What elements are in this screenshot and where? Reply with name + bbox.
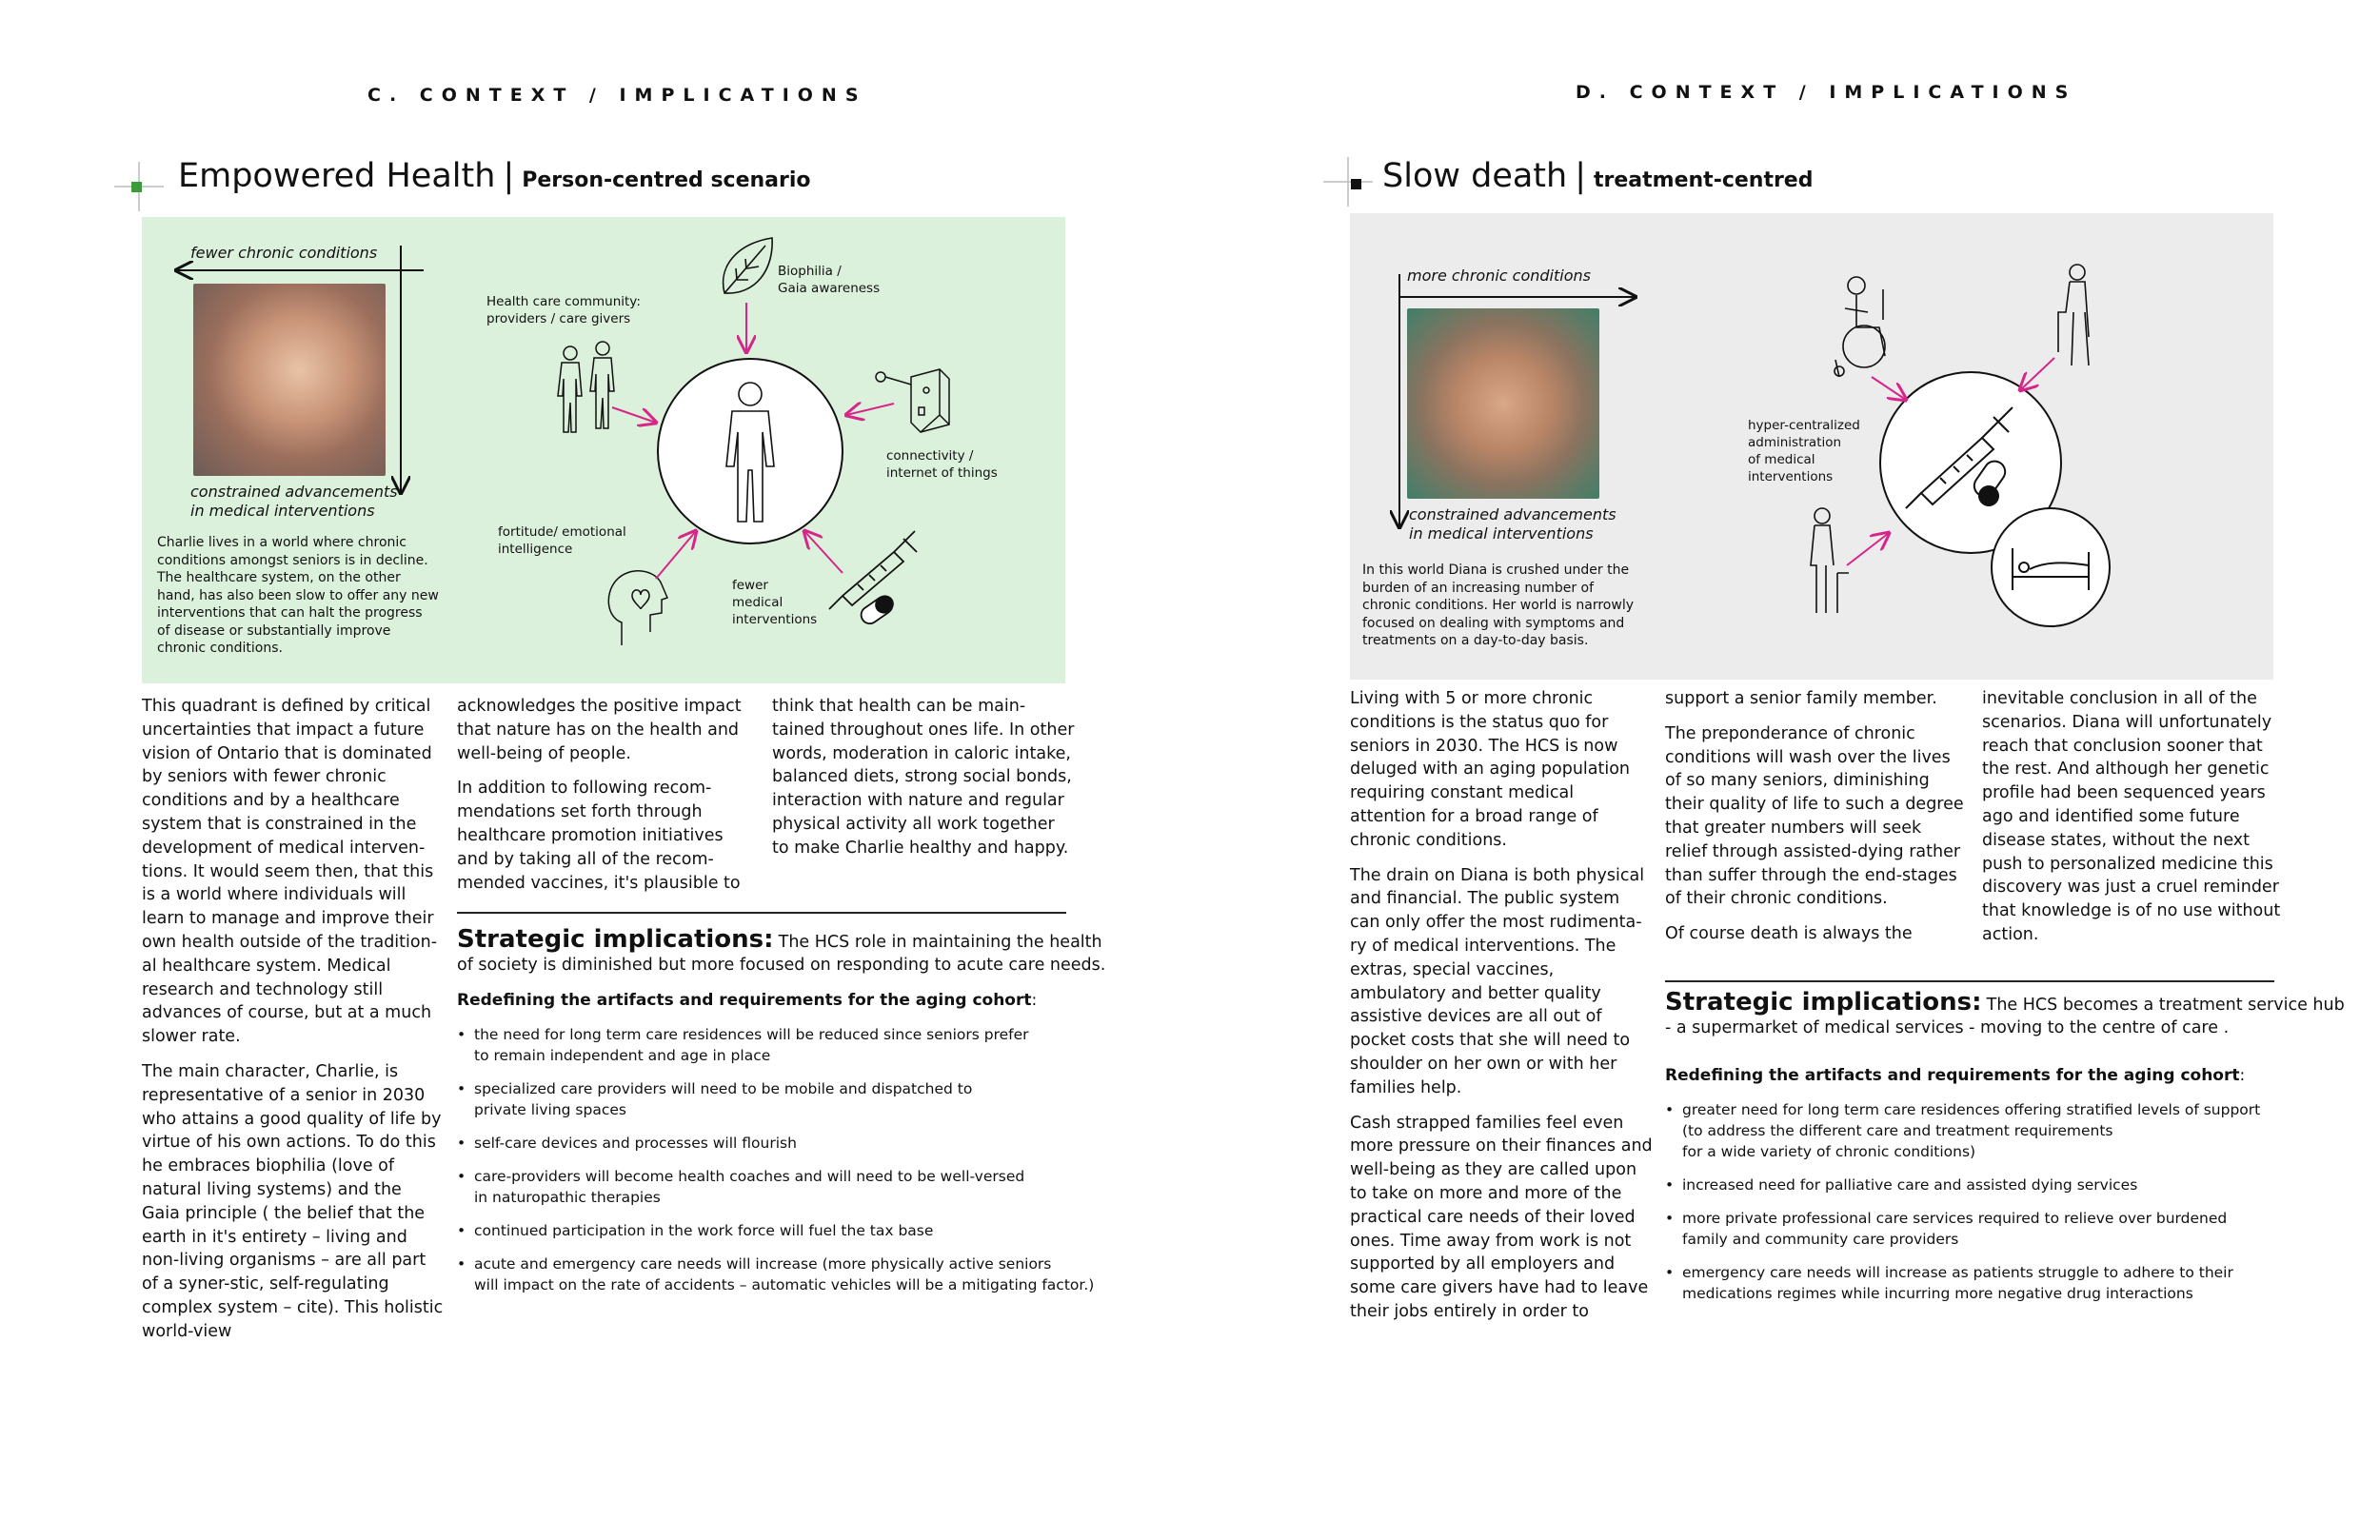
right-section-label: D. CONTEXT / IMPLICATIONS: [1576, 82, 2077, 103]
right-caption-line: focused on dealing with symptoms and: [1362, 615, 1625, 631]
right-title-marker: [1321, 155, 1375, 208]
left-caption-line: The healthcare system, on the other: [157, 570, 401, 585]
list-item: • self-care devices and processes will flourish: [457, 1133, 1104, 1154]
right-caption: [1362, 562, 1667, 650]
paragraph: The main character, Charlie, is representative of a senior in 2030 who attains a good quality of life by virtue of his own actions. To do this he embraces biophilia (love of natural living systems) and the Gaia principle ( the belief that the earth in it's entirety – living and non-living organisms – are all part of a syner-stic, self-regulating complex system – cite). This holistic world-view: [142, 1061, 444, 1341]
caregivers-icon: [558, 342, 614, 432]
right-body-column-2: [1665, 687, 1968, 958]
pill-icon: [858, 592, 897, 627]
right-scenario-panel: [1350, 213, 2273, 680]
left-scenario-panel: [142, 217, 1065, 683]
right-strategic-implications: [1665, 988, 2350, 1037]
left-axis-bottom-label-1: constrained advancements: [190, 483, 398, 501]
right-title-sep: |: [1575, 157, 1587, 195]
right-caption-line: chronic conditions. Her world is narrowly: [1362, 598, 1634, 613]
strategic-heading: Strategic implications:: [1665, 988, 1982, 1017]
right-portrait-photo: [1407, 308, 1599, 499]
right-page-title: [1382, 157, 1813, 195]
head-heart-icon: [608, 571, 667, 645]
left-title-marker: [112, 160, 166, 213]
list-item: • the need for long term care residences will be reduced since seniors prefer to remain independent and age in place: [457, 1024, 1104, 1066]
paragraph: support a senior family member.: [1665, 689, 1937, 708]
fortitude-label: fortitude/ emotional intelligence: [498, 524, 626, 557]
fewer-interventions-label: fewer medical interventions: [732, 578, 818, 627]
paragraph: Cash strapped families feel even more pressure on their finances and well-being as they are called upon to take on more and more of the practical care needs of their loved ones. Time away from work is not supported by all employers and some care givers have had to leave their jobs entirely in order to: [1350, 1113, 1653, 1321]
left-axis-bottom-label-2: in medical interventions: [190, 502, 375, 520]
connectivity-label: connectivity / internet of things: [886, 448, 998, 481]
right-subtitle: treatment-centred: [1594, 168, 1814, 192]
leaf-icon: [724, 238, 773, 293]
person-circle: [658, 359, 843, 543]
paragraph: Of course death is always the: [1665, 924, 1913, 944]
strategic-heading: Strategic implications:: [457, 925, 774, 954]
right-axis-bottom-label-1: constrained advancements: [1409, 505, 1616, 523]
left-caption-line: of disease or substantially improve: [157, 622, 391, 639]
right-caption-line: treatments on a day-to-day basis.: [1362, 633, 1589, 648]
syringe-icon: [829, 531, 917, 609]
left-title-sep: |: [503, 157, 515, 195]
left-axis-top-label: fewer chronic conditions: [190, 244, 378, 262]
right-axis-bottom-label-2: in medical interventions: [1409, 524, 1594, 543]
walker-person-icon: [1811, 508, 1849, 613]
right-caption-line: In this world Diana is crushed under the: [1362, 563, 1630, 578]
crosshair-icon: [1321, 155, 1375, 208]
strategic-text: The HCS role in maintaining the health: [778, 933, 1102, 952]
strategic-text: of society is diminished but more focused on responding to acute care needs.: [457, 956, 1106, 975]
left-body-column-1: [142, 695, 445, 1355]
left-caption-line: Charlie lives in a world where chronic: [157, 535, 407, 550]
paragraph: This quadrant is defined by critical uncertainties that impact a future vision of Ontario that is dominated by seniors with fewer chronic conditions and by a healthcare system that is constrained in the development of medical interven-tions. It would seem then, that this is a world where individuals will learn to manage and improve their own health outside of the tradition-al healthcare system. Medical research and technology still advances of course, but at a much slower rate.: [142, 697, 438, 1047]
left-page-title: [178, 157, 811, 195]
left-caption-line: conditions amongst seniors is in decline.: [157, 552, 428, 568]
paragraph: The drain on Diana is both physical and financial. The public system can only offer the most rudimenta-ry of medical interventions. The extras, special vaccines, ambulatory and better quality assistive devices are all out of pocket costs that she will need to shoulder on her own or with her families help.: [1350, 865, 1645, 1097]
crosshair-icon: [112, 160, 166, 213]
strategic-text: - a supermarket of medical services - moving to the centre of care .: [1665, 1018, 2230, 1037]
list-item: • specialized care providers will need to be mobile and dispatched to private living spaces: [457, 1078, 1104, 1120]
right-caption-line: burden of an increasing number of: [1362, 580, 1595, 596]
left-bullet-list: [457, 1024, 1104, 1308]
list-item: • more private professional care services required to relieve over burdened family and community care providers: [1665, 1208, 2331, 1250]
list-item: • greater need for long term care residences offering stratified levels of support (to address the different care and treatment requirements for a wide variety of chronic conditions): [1665, 1099, 2331, 1162]
left-caption-line: chronic conditions.: [157, 641, 283, 656]
list-item: • continued participation in the work force will fuel the tax base: [457, 1220, 1104, 1241]
left-portrait-photo: [193, 284, 386, 476]
left-body-column-3: [772, 695, 1075, 872]
connectivity-icon: [876, 369, 949, 432]
right-bullet-list: [1665, 1099, 2331, 1316]
strategic-text: The HCS becomes a treatment service hub: [1986, 996, 2345, 1015]
paragraph: think that health can be main-tained throughout ones life. In other words, moderation in caloric intake, balanced diets, strong social bonds, interaction with nature and regular physical activity all work together to make Charlie healthy and happy.: [772, 697, 1075, 858]
right-divider: [1665, 980, 2274, 982]
left-divider: [457, 912, 1066, 914]
left-title-text: Empowered Health: [178, 157, 496, 195]
left-strategic-implications: [457, 925, 1123, 975]
left-section-label: C. CONTEXT / IMPLICATIONS: [367, 85, 867, 106]
paragraph: inevitable conclusion in all of the scenarios. Diana will unfortunately reach that conclusion sooner that the rest. And although her genetic profile had been sequenced years ago and identified some future disease states, without the next push to personalized medicine this discovery was just a cruel reminder that knowledge is of no use without action.: [1982, 689, 2281, 944]
right-redefine-heading: Redefining the artifacts and requirements for the aging cohort:: [1665, 1066, 2246, 1085]
left-caption-line: hand, has also been slow to offer any new: [157, 587, 439, 603]
hyper-centralized-label: hyper-centralized administration of medical interventions: [1748, 418, 1860, 484]
left-caption: [157, 534, 443, 658]
left-subtitle: Person-centred scenario: [522, 168, 811, 192]
list-item: • care-providers will become health coaches and will need to be well-versed in naturopathic therapies: [457, 1166, 1104, 1208]
right-title-text: Slow death: [1382, 157, 1568, 195]
bed-circle: [1992, 508, 2110, 626]
left-caption-line: interventions that can halt the progress: [157, 605, 423, 621]
paragraph: Living with 5 or more chronic conditions is the status quo for seniors in 2030. The HCS is now deluged with an aging population requiring constant medical attention for a broad range of chronic conditions.: [1350, 689, 1631, 850]
cane-person-icon: [2058, 265, 2089, 365]
paragraph: acknowledges the positive impact that nature has on the health and well-being of people.: [457, 697, 742, 763]
right-body-column-3: [1982, 687, 2285, 958]
biophilia-label: Biophilia / Gaia awareness: [778, 264, 881, 296]
list-item: • emergency care needs will increase as patients struggle to adhere to their medications regimes while incurring more negative drug interactions: [1665, 1262, 2331, 1304]
paragraph: The preponderance of chronic conditions will wash over the lives of so many seniors, diminishing their quality of life to such a degree that greater numbers will seek relief through assisted-dying rather than suffer through the end-stages of their chronic conditions.: [1665, 723, 1964, 909]
left-body-column-2: [457, 695, 760, 906]
wheelchair-icon: [1835, 277, 1885, 377]
paragraph: In addition to following recom-mendations set forth through healthcare promotion initiatives and by taking all of the recom-mended vaccines, it's plausible to: [457, 779, 741, 893]
list-item: • acute and emergency care needs will increase (more physically active seniors will impact on the rate of accidents – automatic vehicles will be a mitigating factor.): [457, 1254, 1104, 1295]
left-redefine-heading: Redefining the artifacts and requirements for the aging cohort:: [457, 991, 1038, 1010]
list-item: • increased need for palliative care and assisted dying services: [1665, 1175, 2331, 1195]
right-axis-top-label: more chronic conditions: [1407, 267, 1591, 285]
community-label: Health care community: providers / care givers: [486, 294, 641, 326]
right-body-column-1: [1350, 687, 1653, 1335]
